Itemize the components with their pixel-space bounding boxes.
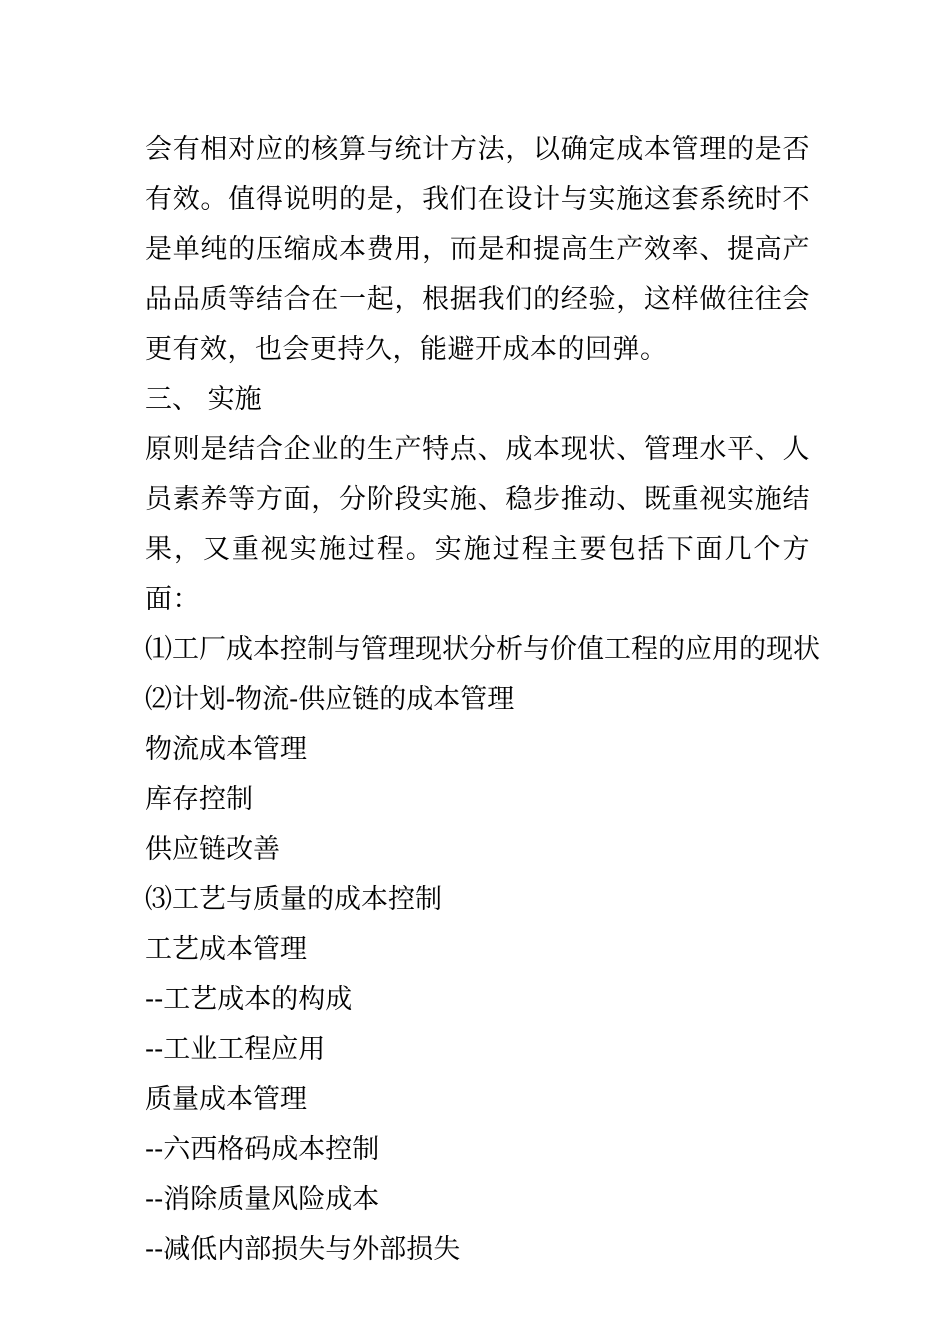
list-item: ⑵计划-物流-供应链的成本管理 <box>145 684 515 715</box>
list-item: 库存控制 <box>145 784 253 815</box>
paragraph-principles: 原则是结合企业的生产特点、成本现状、管理水平、人员素养等方面，分阶段实施、稳步推动、既重视实施结果，又重视实施过程。实施过程主要包括下面几个方面： <box>145 434 810 615</box>
list-item: 质量成本管理 <box>145 1084 307 1115</box>
list-item: 供应链改善 <box>145 834 280 865</box>
list-item: --减低内部损失与外部损失 <box>145 1234 461 1265</box>
list-item: --六西格码成本控制 <box>145 1134 380 1165</box>
paragraph-cost-accounting: 会有相对应的核算与统计方法，以确定成本管理的是否有效。值得说明的是，我们在设计与实施这套系统时不是单纯的压缩成本费用，而是和提高生产效率、提高产品品质等结合在一起，根据我们的经验，这样做往往会更有效，也会更持久，能避开成本的回弹。 <box>145 134 810 365</box>
list-item: --工艺成本的构成 <box>145 984 353 1015</box>
list-item: --工业工程应用 <box>145 1034 326 1065</box>
list-item: ⑶工艺与质量的成本控制 <box>145 884 442 915</box>
list-item: ⑴工厂成本控制与管理现状分析与价值工程的应用的现状 <box>145 634 820 665</box>
section-heading-implementation: 三、 实施 <box>145 384 262 415</box>
list-item: 物流成本管理 <box>145 734 307 765</box>
document-body <box>145 125 820 1275</box>
list-item: 工艺成本管理 <box>145 934 307 965</box>
list-item: --消除质量风险成本 <box>145 1184 380 1215</box>
